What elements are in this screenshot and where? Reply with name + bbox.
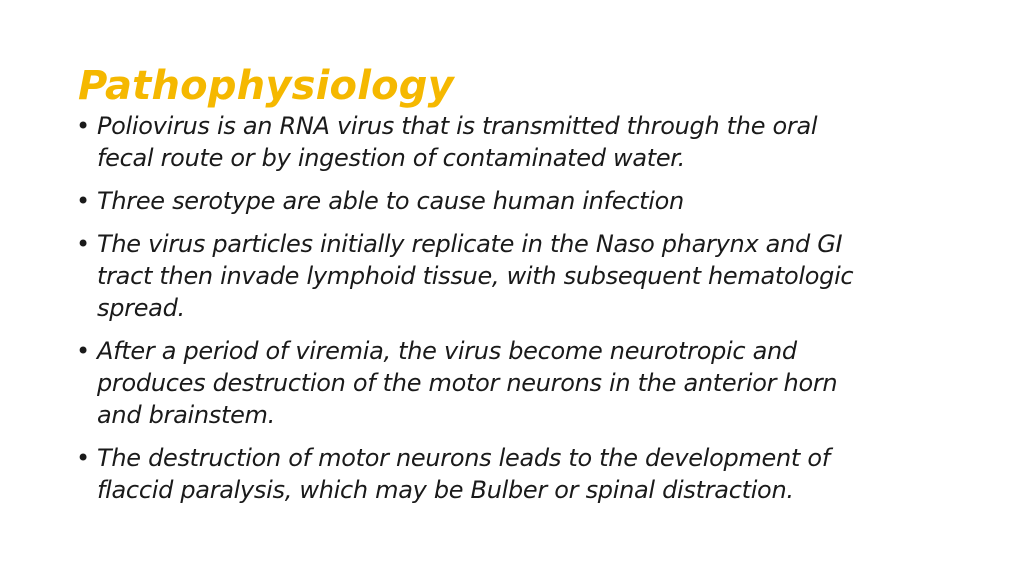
bullet-item-4 [76, 335, 876, 431]
bullet-item-5 [76, 442, 876, 506]
bullet-text: The virus particles initially replicate in the Naso pharynx and GI tract then invade lymphoid tissue, with subsequent hematologic spread. [97, 230, 854, 322]
bullet-item-3 [76, 228, 876, 324]
slide-title: Pathophysiology [78, 63, 454, 109]
bullet-item-2 [76, 185, 876, 217]
bullet-icon: • [76, 230, 91, 258]
bullet-icon: • [76, 337, 91, 365]
bullet-item-1 [76, 110, 876, 174]
bullet-icon: • [76, 444, 91, 472]
bullet-icon: • [76, 187, 91, 215]
bullet-list [76, 110, 876, 517]
bullet-text: The destruction of motor neurons leads to the development of flaccid paralysis, which may be Bulber or spinal distraction. [97, 444, 830, 504]
bullet-text: Poliovirus is an RNA virus that is transmitted through the oral fecal route or by ingestion of contaminated water. [97, 112, 818, 172]
bullet-text: Three serotype are able to cause human infection [97, 187, 684, 215]
bullet-text: After a period of viremia, the virus become neurotropic and produces destruction of the motor neurons in the anterior horn and brainstem. [97, 337, 838, 429]
bullet-icon: • [76, 112, 91, 140]
